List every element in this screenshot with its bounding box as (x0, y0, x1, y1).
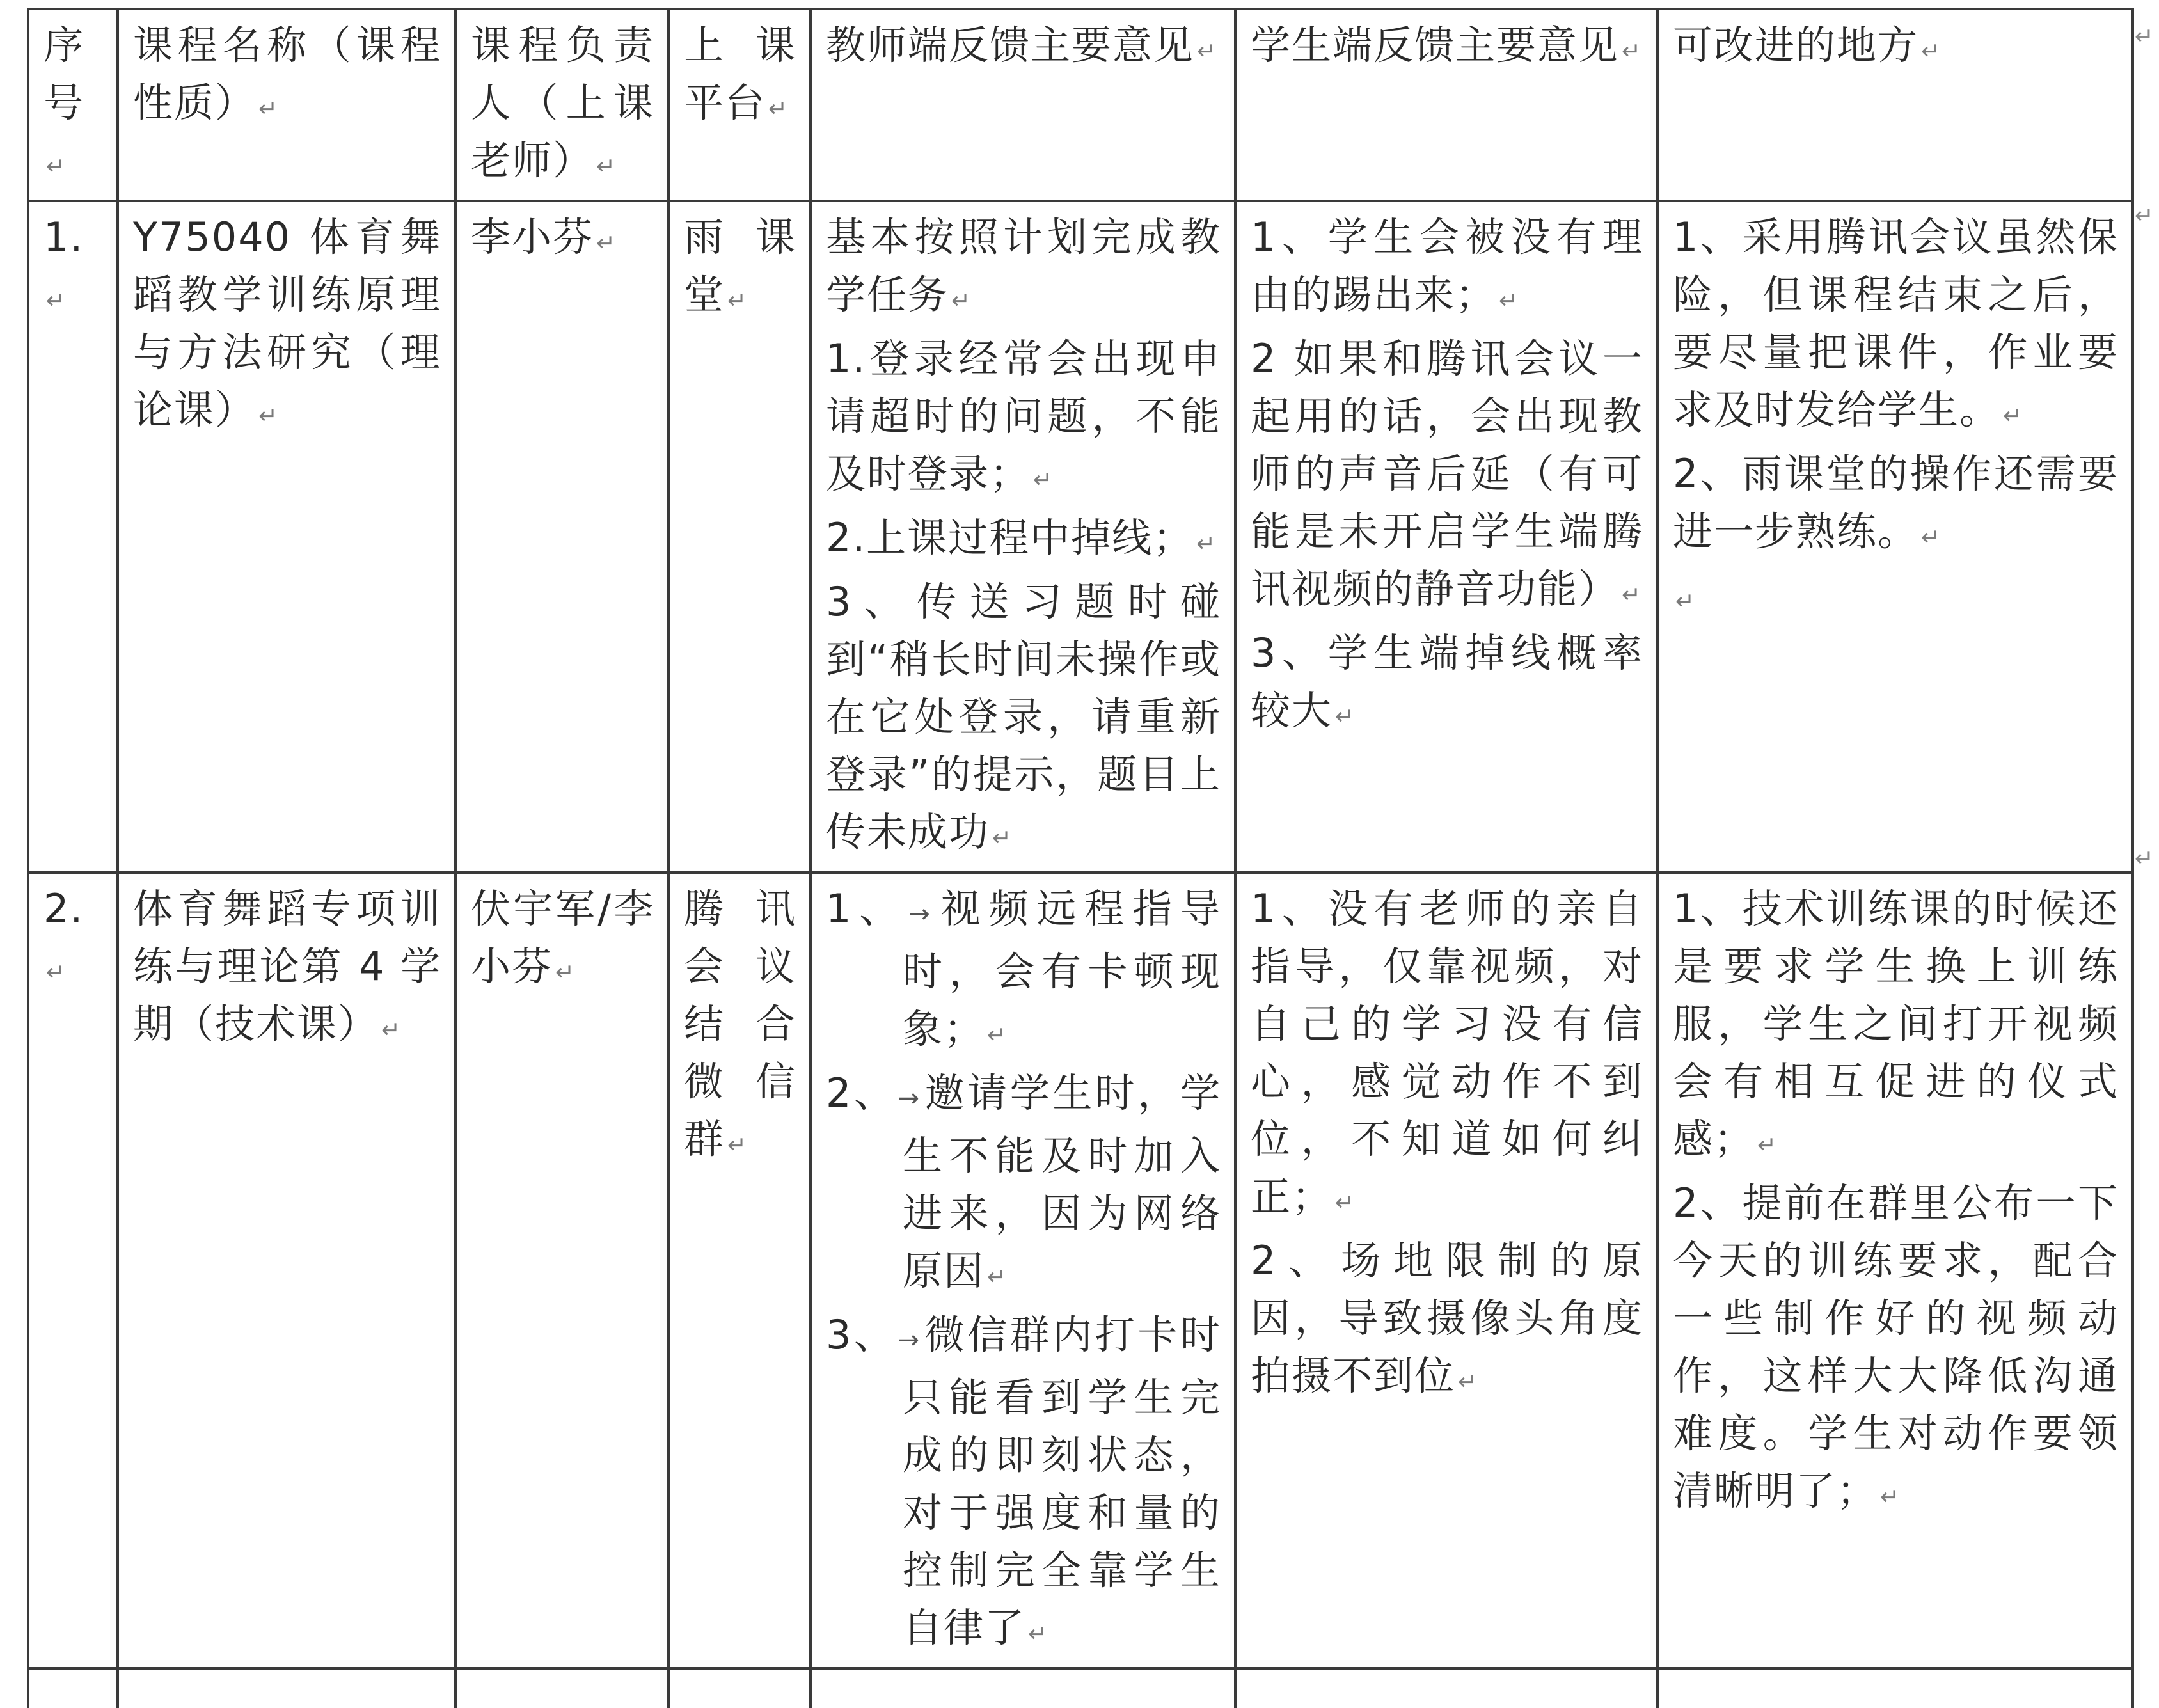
paragraph: 1、学生会被没有理由的踢出来； ↵ (1251, 214, 1643, 318)
header-student-feedback: 学生端反馈主要意见 ↵ (1235, 9, 1657, 201)
cell-course: 体育舞蹈专项训练与理论第 4 学期（技术课） ↵ (118, 873, 455, 1668)
cell-teacher-feedback (811, 201, 1235, 873)
cell-student-feedback (1235, 201, 1657, 873)
table-row (28, 201, 2133, 873)
cell-student-feedback (1235, 873, 1657, 1668)
cell-course: Y75040 体育舞蹈教学训练原理与方法研究（理论课） ↵ (118, 201, 455, 873)
paragraph: 3、学生端掉线概率较大 ↵ (1251, 629, 1643, 734)
paragraph: 1、技术训练课的时候还是要求学生换上训练服，学生之间打开视频会有相互促进的仪式感； ↵ (1673, 885, 2119, 1162)
cell-empty (668, 1668, 811, 1708)
cell-empty (1235, 1668, 1657, 1708)
paragraph: 1、采用腾讯会议虽然保险，但课程结束之后，要尽量把课件，作业要求及时发给学生。 ↵ (1673, 214, 2119, 433)
cell-empty (811, 1668, 1235, 1708)
numbered-item: 1、→视频远程指导时，会有卡顿现象； ↵ (826, 885, 1221, 1052)
cell-empty (118, 1668, 455, 1708)
table-header-row (28, 9, 2133, 201)
paragraph: 1、没有老师的亲自指导，仅靠视频，对自己的学习没有信心，感觉动作不到位，不知道如何纠正； ↵ (1251, 885, 1643, 1220)
header-owner: 课程负责人（上课老师） ↵ (455, 9, 668, 201)
header-platform: 上课平台 ↵ (668, 9, 811, 201)
header-no: 序号↵ (28, 9, 118, 201)
table-row (28, 873, 2133, 1668)
row-end-mark: ↵ (2134, 846, 2154, 872)
paragraph: 1.登录经常会出现申请超时的问题，不能及时登录； ↵ (826, 335, 1221, 497)
cell-owner: 伏宇军/李小芬 ↵ (455, 873, 668, 1668)
cell-empty (455, 1668, 668, 1708)
paragraph: 2、场地限制的原因，导致摄像头角度拍摄不到位 ↵ (1251, 1237, 1643, 1399)
numbered-item: 2、→邀请学生时，学生不能及时加入进来，因为网络原因 ↵ (826, 1070, 1221, 1294)
header-teacher-feedback: 教师端反馈主要意见 ↵ (811, 9, 1235, 201)
cell-improve (1657, 873, 2133, 1668)
paragraph: 2 如果和腾讯会议一起用的话，会出现教师的声音后延（有可能是未开启学生端腾讯视频的静音功能） ↵ (1251, 335, 1643, 612)
cell-improve (1657, 201, 2133, 873)
feedback-table (27, 8, 2134, 1708)
row-end-mark: ↵ (2134, 203, 2154, 229)
paragraph: 3、传送习题时碰到“稍长时间未操作或在它处登录，请重新登录”的提示，题目上传未成功 ↵ (826, 578, 1221, 855)
paragraph: 基本按照计划完成教学任务 ↵ (826, 214, 1221, 318)
header-improve: 可改进的地方 ↵ (1657, 9, 2133, 201)
table-row-partial (28, 1668, 2133, 1708)
header-course: 课程名称（课程性质） ↵ (118, 9, 455, 201)
paragraph: 2、雨课堂的操作还需要进一步熟练。 ↵ (1673, 450, 2119, 555)
paragraph: 2.上课过程中掉线； ↵ (826, 514, 1216, 561)
cell-platform: 雨课堂 ↵ (668, 201, 811, 873)
cell-no: 1.↵ (28, 201, 118, 873)
row-end-mark: ↵ (2134, 24, 2154, 50)
cell-teacher-feedback (811, 873, 1235, 1668)
paragraph: ↵ (1675, 589, 1695, 615)
cell-platform: 腾讯会议结合微信群 ↵ (668, 873, 811, 1668)
cell-empty (28, 1668, 118, 1708)
cell-empty (1657, 1668, 2133, 1708)
numbered-item: 3、→微信群内打卡时只能看到学生完成的即刻状态，对于强度和量的控制完全靠学生自律了 ↵ (826, 1311, 1221, 1651)
paragraph: 2、提前在群里公布一下今天的训练要求，配合一些制作好的视频动作，这样大大降低沟通难度。学生对动作要领清晰明了； ↵ (1673, 1180, 2119, 1514)
cell-owner: 李小芬 ↵ (455, 201, 668, 873)
cell-no: 2.↵ (28, 873, 118, 1668)
